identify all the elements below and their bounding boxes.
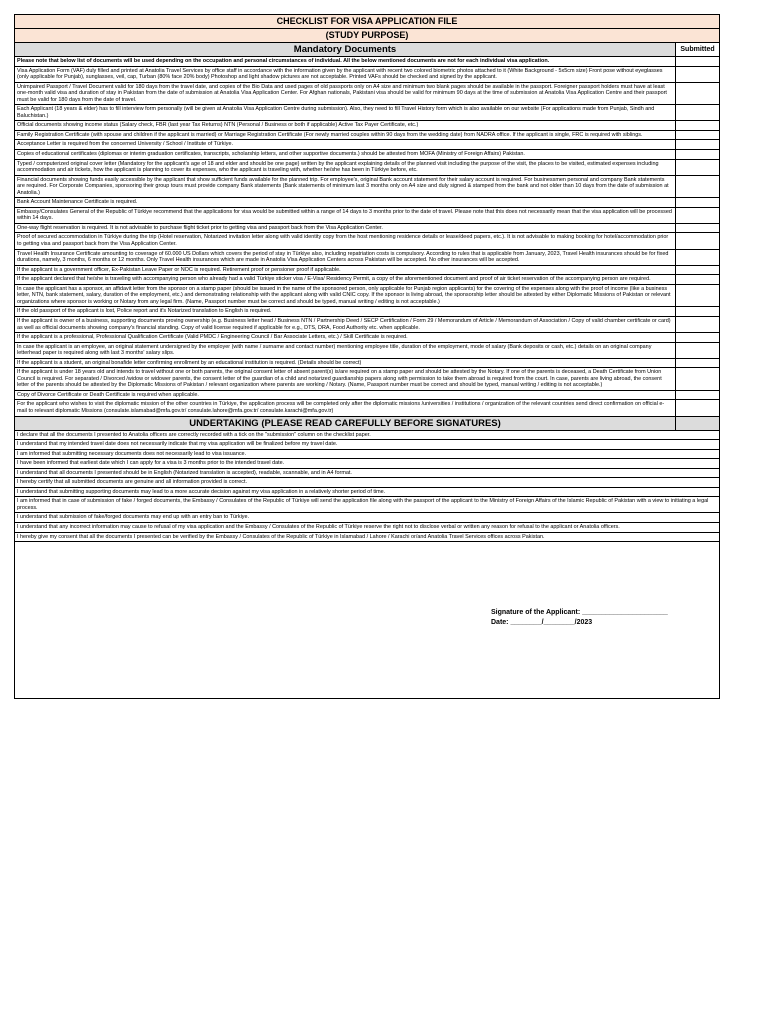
submitted-cell[interactable]	[676, 198, 720, 208]
undertaking-text: I am informed that in case of submission of fake / forged documents, the Embassy / Consulates of the Republic of Türkiye will send the application file along with the passport of the applicant to the Ministry of Foreign Affairs of the Islamic Republic of Pakistan with a view to initiating a legal process.	[15, 497, 720, 513]
checklist-item-text: If the applicant is owner of a business, supporting documents proving ownership (e.g. Business letter head / Business NTN / Partnership Deed / SECP Certification / Form 29 / Memorandum of Article / Memorandum of Association / Copy of valid chamber certificate or card) as well as official documents showing company's financial standing. Copy of valid license required if applicable for e.g., DTS, DRA, Food Authority etc. when applicable.	[15, 316, 676, 332]
signature-row	[15, 542, 720, 699]
checklist-item-row	[15, 342, 720, 358]
checklist-item-text: Copies of educational certificates (diplomas or interim graduation certificates, transcripts, scholarship letters, and other supportive documents.) should be attested from MOFA (Ministry of Foreign Affairs) Pakistan.	[15, 150, 676, 160]
checklist-item-row	[15, 159, 720, 175]
checklist-item-text: Official documents showing income status (Salary check, FBR (last year Tax Returns) NTN (Personal / Business or both if applicable) Active Tax Payer Certificate, etc.)	[15, 121, 676, 131]
checklist-item-row	[15, 130, 720, 140]
checklist-item-row	[15, 140, 720, 150]
checklist-item-row	[15, 198, 720, 208]
signature-block	[491, 608, 668, 628]
checklist-item-row	[15, 358, 720, 368]
checklist-item-text: Acceptance Letter is required from the concerned University / School / Institute of Türkiye.	[15, 140, 676, 150]
checklist-sheet	[14, 14, 719, 699]
checklist-item-row	[15, 275, 720, 285]
undertaking-text: I understand that submitting supporting documents may lead to a more accurate decision against my visa application in a relatively shorter period of time.	[15, 487, 720, 497]
checklist-item-text: Each Applicant (18 years & elder) has to fill interview form personally (will be given at Anatolia Visa Application Centre during submission). Also, they need to fill Travel History form which is also available on our website (For applications made from Punjab, Sindh and Baluchistan.)	[15, 105, 676, 121]
submitted-cell[interactable]	[676, 358, 720, 368]
signature-line[interactable]: Signature of the Applicant: ______________________	[491, 609, 668, 617]
intro-note: Please note that below list of documents will be used depending on the occupation and personal circumstances of individual. All the below mentioned documents are not for each individual visa application.	[15, 57, 676, 67]
submitted-cell[interactable]	[676, 207, 720, 223]
submitted-cell[interactable]	[676, 307, 720, 317]
undertaking-text: I hereby certify that all submitted documents are genuine and all information provided is correct.	[15, 478, 720, 488]
checklist-item-text: Copy of Divorce Certificate or Death Certificate is required when applicable.	[15, 390, 676, 400]
checklist-item-text: One-way flight reservation is required. It is not advisable to purchase flight ticket prior to getting visa and passport back from the Visa Application Center.	[15, 223, 676, 233]
undertaking-text: I declare that all the documents I presented to Anatolia officers are correctly recorded with a tick on the "submission" column on the checklist paper.	[15, 430, 720, 440]
checklist-item-text: Unimpaired Passport / Travel Document valid for 180 days from the travel date, and copies of the Bio Data and used pages of old passports only on A4 size and minimum two blank pages should be available in the passport. Foreigner passport holders must have at least one-month valid visa and duration of stay in Pakistan from the date of submission at Anatolia Visa Application Center. For Afghan nationals, Pakistani visa should be valid for minimum 90 days at the time of submission at Anatolia Visa Application Centre and their passport must be valid for 180 days from the date of travel.	[15, 82, 676, 105]
undertaking-text: I am informed that submitting necessary documents does not necessarily lead to visa issuance.	[15, 449, 720, 459]
undertaking-text: I hereby give my consent that all the documents I presented can be verified by the Embassy / Consulates of the Republic of Türkiye in Islamabad / Lahore / Karachi or/and Anatolia Travel Services offices across Pakistan.	[15, 532, 720, 542]
submitted-cell[interactable]	[676, 105, 720, 121]
checklist-item-row	[15, 284, 720, 307]
subtitle-row	[15, 29, 720, 43]
undertaking-row	[15, 522, 720, 532]
submitted-cell[interactable]	[676, 316, 720, 332]
submitted-cell[interactable]	[676, 140, 720, 150]
checklist-item-row	[15, 175, 720, 198]
submitted-cell[interactable]	[676, 333, 720, 343]
signature-area	[15, 542, 720, 699]
checklist-item-text: If the applicant is a government officer, Ex-Pakistan Leave Paper or NOC is required. Retirement proof or pensioner proof if applicable.	[15, 265, 676, 275]
undertaking-row	[15, 449, 720, 459]
checklist-item-text: In case the applicant has a sponsor, an affidavit letter from the sponsor on a stamp paper (should be issued in the name of the sponsored person, only applicable for Punjab region applicants) for the covering of the expenses along with the proof of income (like a business letter, NTN, bank statement, salary, duration of the employment, etc.) and demonstrating relationship with the applicant along with valid CNIC copy. If the sponsor is living abroad, the sponsorship letter should be attested by either Diplomatic Missions of Pakistan or relevant organizations where sponsor is working or Notary from any legal firm. (Name, Passport number must be correct and should be typed, manual writing / editing is not acceptable.)	[15, 284, 676, 307]
submitted-cell[interactable]	[676, 284, 720, 307]
submitted-cell[interactable]	[676, 66, 720, 82]
checklist-item-text: Bank Account Maintenance Certificate is required.	[15, 198, 676, 208]
undertaking-text: I understand that submission of fake/forged documents may end up with an entry ban to Türkiye.	[15, 513, 720, 523]
checklist-item-row	[15, 66, 720, 82]
checklist-item-text: In case the applicant is an employee, an original statement undersigned by the employer (with name / surname and contact number) mentioning employee title, duration of the employment, mode of salary (Bank deposits or cash, etc.) details on an original company letterhead paper is required along with last 3 months' salary slips.	[15, 342, 676, 358]
checklist-item-text: If the applicant is a professional, Professional Qualification Certificate (Valid PMDC / Engineering Council / Bar Associate Letters, etc.) / Skill Certificate is required.	[15, 333, 676, 343]
checklist-item-row	[15, 333, 720, 343]
checklist-item-text: If the applicant is under 18 years old and intends to travel without one or both parents, the original consent letter of absent parent(s) is/are required on a stamp paper and should be attested by the Notary. If one of the parents is deceased, a Death Certificate from Union Council is required. For separated / Divorced /widow or widower parents, the consent letter of the guardian of a child and notarized guardianship papers along with permission to take them abroad is required from the court. In case, parents are living abroad, the consent letter of the parents should be attested by the Diplomatic Missions of Pakistan / relevant organization where parents are working / Notary. (Name, Passport number must be correct and should be typed, manual writing / editing is not acceptable.)	[15, 368, 676, 391]
undertaking-row	[15, 497, 720, 513]
intro-row	[15, 57, 720, 67]
undertaking-text: I understand that all documents I presented should be in English (Notarized translation is accepted), readable, scannable, and in A4 format.	[15, 468, 720, 478]
checklist-item-text: Family Registration Certificate (with spouse and children if the applicant is married) or Marriage Registration Certificate (For newly married couples within 90 days from the wedding date) from NADRA office. If the applicant is single, FRC is required with siblings.	[15, 130, 676, 140]
checklist-item-text: Travel Health Insurance Certificate amounting to coverage of 60.000 US Dollars which covers the period of stay in Türkiye also, including repatriation costs is compulsory. According to rules that is applicable from January, 2023, Travel Health insurances should be for fixed durations, namely, 3 months, 6 months or 12 months. Only Travel Health insurances which are made in Anatolia Visa Application Centers across Pakistan will be accepted. No other insurances will be accepted.	[15, 249, 676, 265]
title-row	[15, 15, 720, 29]
page-subtitle: (STUDY PURPOSE)	[15, 29, 720, 43]
undertaking-row	[15, 468, 720, 478]
undertaking-row	[15, 459, 720, 469]
checklist-item-text: Visa Application Form (VAF) duly filled and printed at Anatolia Travel Services by office staff in accordance with the information given by the applicant with recent two colored biometric photos attached to it (White Background - 5x5cm size) Front pose without eyeglasses (only applicable for Punjab), sunglasses, veil, cap, Turban (80% face 20% body) Photoshop and light shadow pictures are not acceptable. Printed VAFs should be checked and signed by the applicant.	[15, 66, 676, 82]
checklist-item-text: For the applicant who wishes to visit the diplomatic mission of the other countries in Türkiye, the application process will be completed only after the diplomatic missions /universities / institutions / organization of the relevant countries send direct confirmation on official e-mail to relevant diplomatic Missions (consulate.islamabad@mfa.gov.tr/ consulate.lahore@mfa.gov.tr/ consulate.karachi@mfa.gov.tr)	[15, 400, 676, 416]
checklist-item-row	[15, 368, 720, 391]
checklist-item-row	[15, 150, 720, 160]
undertaking-row	[15, 487, 720, 497]
undertaking-row	[15, 440, 720, 450]
undertaking-header-blank	[676, 416, 720, 430]
undertaking-row	[15, 513, 720, 523]
checklist-item-row	[15, 265, 720, 275]
submitted-cell[interactable]	[676, 400, 720, 416]
mandatory-header-row	[15, 43, 720, 57]
submitted-cell[interactable]	[676, 223, 720, 233]
checklist-item-text: Typed / computerized original cover letter (Mandatory for the applicant's age of 18 and elder and should be one page) written by the applicant explaining details of the planned visit including the purpose of the visit, the places to be visited, estimated expenses including accommodation and air tickets, how the applicant is planning to cover its expenses, who the applicant is traveling with, whether he/she has been in Türkiye before, etc.	[15, 159, 676, 175]
mandatory-documents-heading: Mandatory Documents	[15, 43, 676, 57]
undertaking-row	[15, 430, 720, 440]
checklist-item-row	[15, 223, 720, 233]
submitted-cell[interactable]	[676, 121, 720, 131]
submitted-cell[interactable]	[676, 368, 720, 391]
checklist-item-row	[15, 316, 720, 332]
checklist-item-text: Proof of secured accommodation in Türkiye during the trip (Hotel reservation, Notarized invitation letter along with valid identity copy from the host mentioning residence details or lease/deed papers, etc.). It is not advisable to making booking for hotel/accommodation prior to getting visa and passport back from the Visa Application Center.	[15, 233, 676, 249]
submitted-cell[interactable]	[676, 82, 720, 105]
submitted-cell[interactable]	[676, 130, 720, 140]
submitted-cell[interactable]	[676, 249, 720, 265]
submitted-cell[interactable]	[676, 159, 720, 175]
checklist-item-text: Financial documents showing funds easily accessible by the applicant that show sufficient funds available for the planned trip. For employee's, original Bank account statement for their salary account is required. For businessmen personal and company Bank statements are required. For Corporate Companies, sponsoring their group tours must provide company Bank statements (Bank statements of minimum last 3 months only on A4 size and duly signed & stamped from the bank and not older than 10 days from the date of submission at Anatolia.)	[15, 175, 676, 198]
checklist-table	[14, 14, 720, 699]
checklist-item-row	[15, 207, 720, 223]
submitted-cell[interactable]	[676, 390, 720, 400]
checklist-item-text: If the applicant is a student, an original bonafide letter confirming enrollment by an educational institution is required. (Details should be correct)	[15, 358, 676, 368]
checklist-item-text: If the applicant declared that he/she is traveling with accompanying person who already had a valid Türkiye sticker visa / E-Visa/ Residency Permit, a copy of the aforementioned document and proof of air ticket reservation of the accompanying person are required.	[15, 275, 676, 285]
undertaking-text: I understand that any incorrect information may cause to refusal of my visa application and the Embassy / Consulates of the Republic of Türkiye reserve the right not to disclose verbal or written any reason for refusal to the applicant or Anatolia officers.	[15, 522, 720, 532]
submitted-cell[interactable]	[676, 150, 720, 160]
checklist-item-row	[15, 82, 720, 105]
submitted-cell[interactable]	[676, 275, 720, 285]
undertaking-row	[15, 478, 720, 488]
checklist-item-row	[15, 249, 720, 265]
submitted-column-heading: Submitted	[676, 43, 720, 57]
checklist-item-row	[15, 307, 720, 317]
undertaking-text: I understand that my intended travel date does not necessarily indicate that my visa application will be finalized before my travel date.	[15, 440, 720, 450]
submitted-cell[interactable]	[676, 175, 720, 198]
date-line[interactable]: Date: ________/________/2023	[491, 619, 593, 627]
undertaking-heading: UNDERTAKING (PLEASE READ CAREFULLY BEFORE SIGNATURES)	[15, 416, 676, 430]
checklist-item-text: If the old passport of the applicant is lost, Police report and it's Notarized translation to English is required.	[15, 307, 676, 317]
submitted-cell[interactable]	[676, 233, 720, 249]
submitted-cell[interactable]	[676, 342, 720, 358]
checklist-item-row	[15, 233, 720, 249]
undertaking-row	[15, 532, 720, 542]
checklist-item-row	[15, 105, 720, 121]
submitted-cell[interactable]	[676, 57, 720, 67]
undertaking-header-row	[15, 416, 720, 430]
checklist-item-text: Embassy/Consulates General of the Republic of Türkiye recommend that the applications for visa would be submitted within a range of 14 days to 3 months prior to the date of travel. Please note that this does not necessarily mean that the visa application will be processed within 14 days.	[15, 207, 676, 223]
checklist-item-row	[15, 400, 720, 416]
page-title: CHECKLIST FOR VISA APPLICATION FILE	[15, 15, 720, 29]
checklist-item-row	[15, 390, 720, 400]
submitted-cell[interactable]	[676, 265, 720, 275]
undertaking-text: I have been informed that earliest date which I can apply for a visa is 3 months prior to the intended travel date.	[15, 459, 720, 469]
checklist-item-row	[15, 121, 720, 131]
